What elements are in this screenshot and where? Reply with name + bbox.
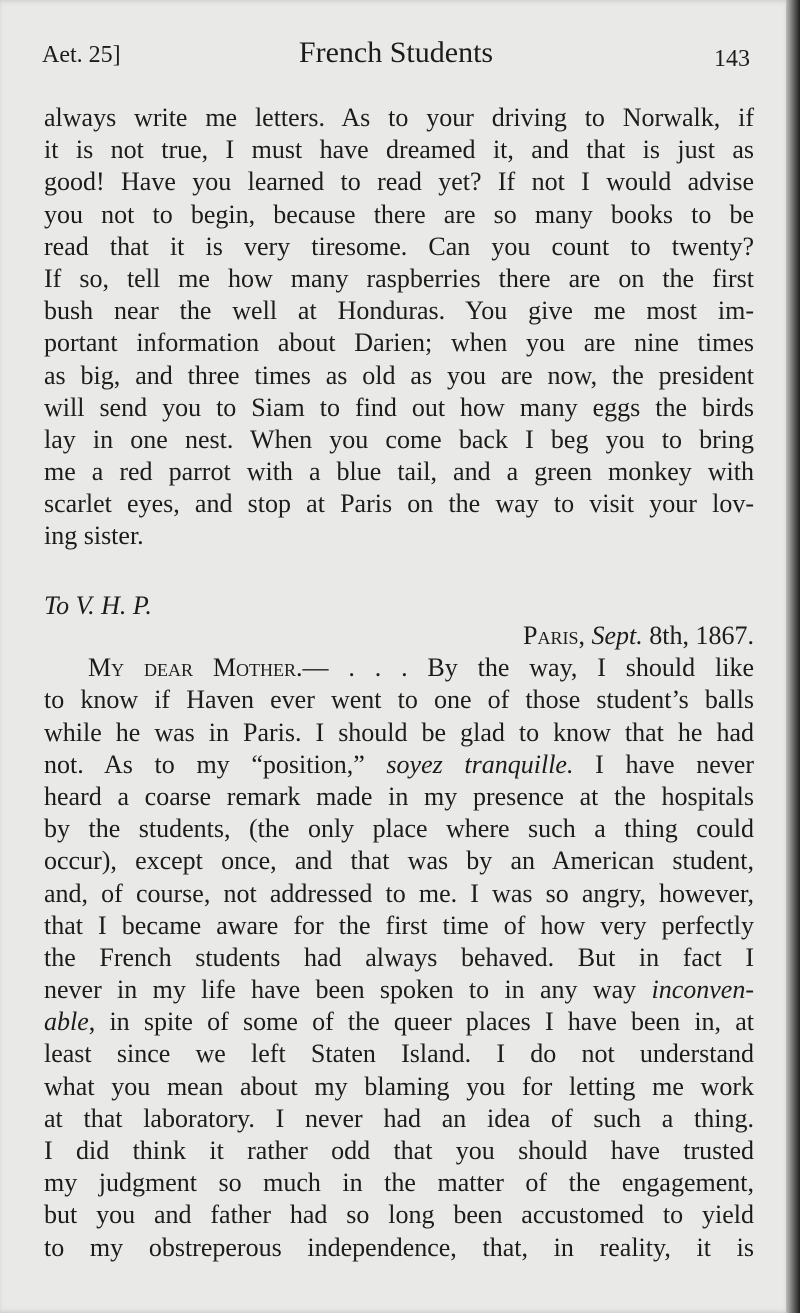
text-line: as big, and three times as old as you are now, the president [44, 360, 754, 390]
text-line: by the students, (the only place where such a thing could [44, 814, 754, 844]
italic-phrase: inconven- [651, 975, 754, 1005]
text-line [44, 1006, 754, 1038]
text-line [44, 749, 754, 781]
text-segment: , in spite of some of the queer places I have been in, at [88, 1007, 754, 1037]
text-line: it is not true, I must have dreamed it, and that is just as [44, 135, 754, 165]
letter-recipient [44, 590, 754, 622]
text-line: the French students had always behaved. But in fact I [44, 942, 754, 972]
text-line: will send you to Siam to find out how many eggs the birds [44, 392, 754, 422]
text-line: scarlet eyes, and stop at Paris on the way to visit your lov- [44, 489, 754, 519]
text-line: to know if Haven ever went to one of those student’s balls [44, 685, 754, 715]
text-segment: never in my life have been spoken to in any way [44, 975, 652, 1005]
italic-phrase: soyez tranquille. [386, 749, 574, 779]
page-title: French Students [298, 36, 494, 69]
page-edge-shadow [786, 0, 800, 1313]
dateline-place: Paris [523, 621, 579, 650]
text-line: lay in one nest. When you come back I beg you to bring [44, 424, 754, 454]
text-line: If so, tell me how many raspberries there are on the first [44, 263, 754, 293]
text-segment: not. As to my “position,” [44, 749, 387, 779]
running-header [42, 36, 750, 80]
text-line: what you mean about my blaming you for letting me work [44, 1071, 754, 1101]
text-segment: I have never [573, 749, 755, 779]
text-segment: — . . . By the way, I should like [302, 653, 754, 683]
text-line: but you and father had so long been accustomed to yield [44, 1200, 754, 1230]
page-number: 143 [714, 46, 750, 72]
dateline-month: Sept. [591, 621, 643, 650]
text-line: heard a coarse remark made in my presence at the hospitals [44, 781, 754, 811]
text-line: portant information about Darien; when you are nine times [44, 328, 754, 358]
dateline-day-year: 8th, 1867. [649, 621, 754, 650]
text-line: and, of course, not addressed to me. I was so angry, however, [44, 878, 754, 908]
header-age: Aet. 25] [42, 42, 121, 68]
text-line: ing sister. [44, 521, 144, 551]
letter-continuation [44, 102, 754, 553]
text-line: always write me letters. As to your driving to Norwalk, if [44, 103, 754, 132]
text-line: at that laboratory. I never had an idea of such a thing. [44, 1103, 754, 1133]
text-line [44, 974, 754, 1006]
text-line: while he was in Paris. I should be glad to know that he had [44, 717, 754, 747]
recipient-heading: To V. H. P. [44, 591, 152, 620]
text-line: least since we left Staten Island. I do not understand [44, 1039, 754, 1069]
italic-phrase: able [44, 1007, 89, 1037]
salutation: My dear Mother. [88, 653, 303, 683]
text-line: read that it is very tiresome. Can you count to twenty? [44, 231, 754, 261]
text-line: you not to begin, because there are so many books to be [44, 199, 754, 229]
text-line: good! Have you learned to read yet? If not I would advise [44, 167, 754, 197]
text-line: I did think it rather odd that you should have trusted [44, 1136, 754, 1165]
text-line: my judgment so much in the matter of the engagement, [44, 1168, 754, 1198]
text-line: occur), except once, and that was by an American student, [44, 846, 754, 876]
text-line: bush near the well at Honduras. You give me most im- [44, 296, 754, 326]
letter-body [44, 620, 754, 1264]
dateline: Paris, Sept. 8th, 1867. [523, 621, 754, 650]
text-line: me a red parrot with a blue tail, and a green monkey with [44, 457, 754, 487]
text-line: to my obstreperous independence, that, in reality, it is [44, 1232, 754, 1262]
text-line [44, 652, 754, 684]
text-line: that I became aware for the first time of how very perfectly [44, 910, 754, 940]
